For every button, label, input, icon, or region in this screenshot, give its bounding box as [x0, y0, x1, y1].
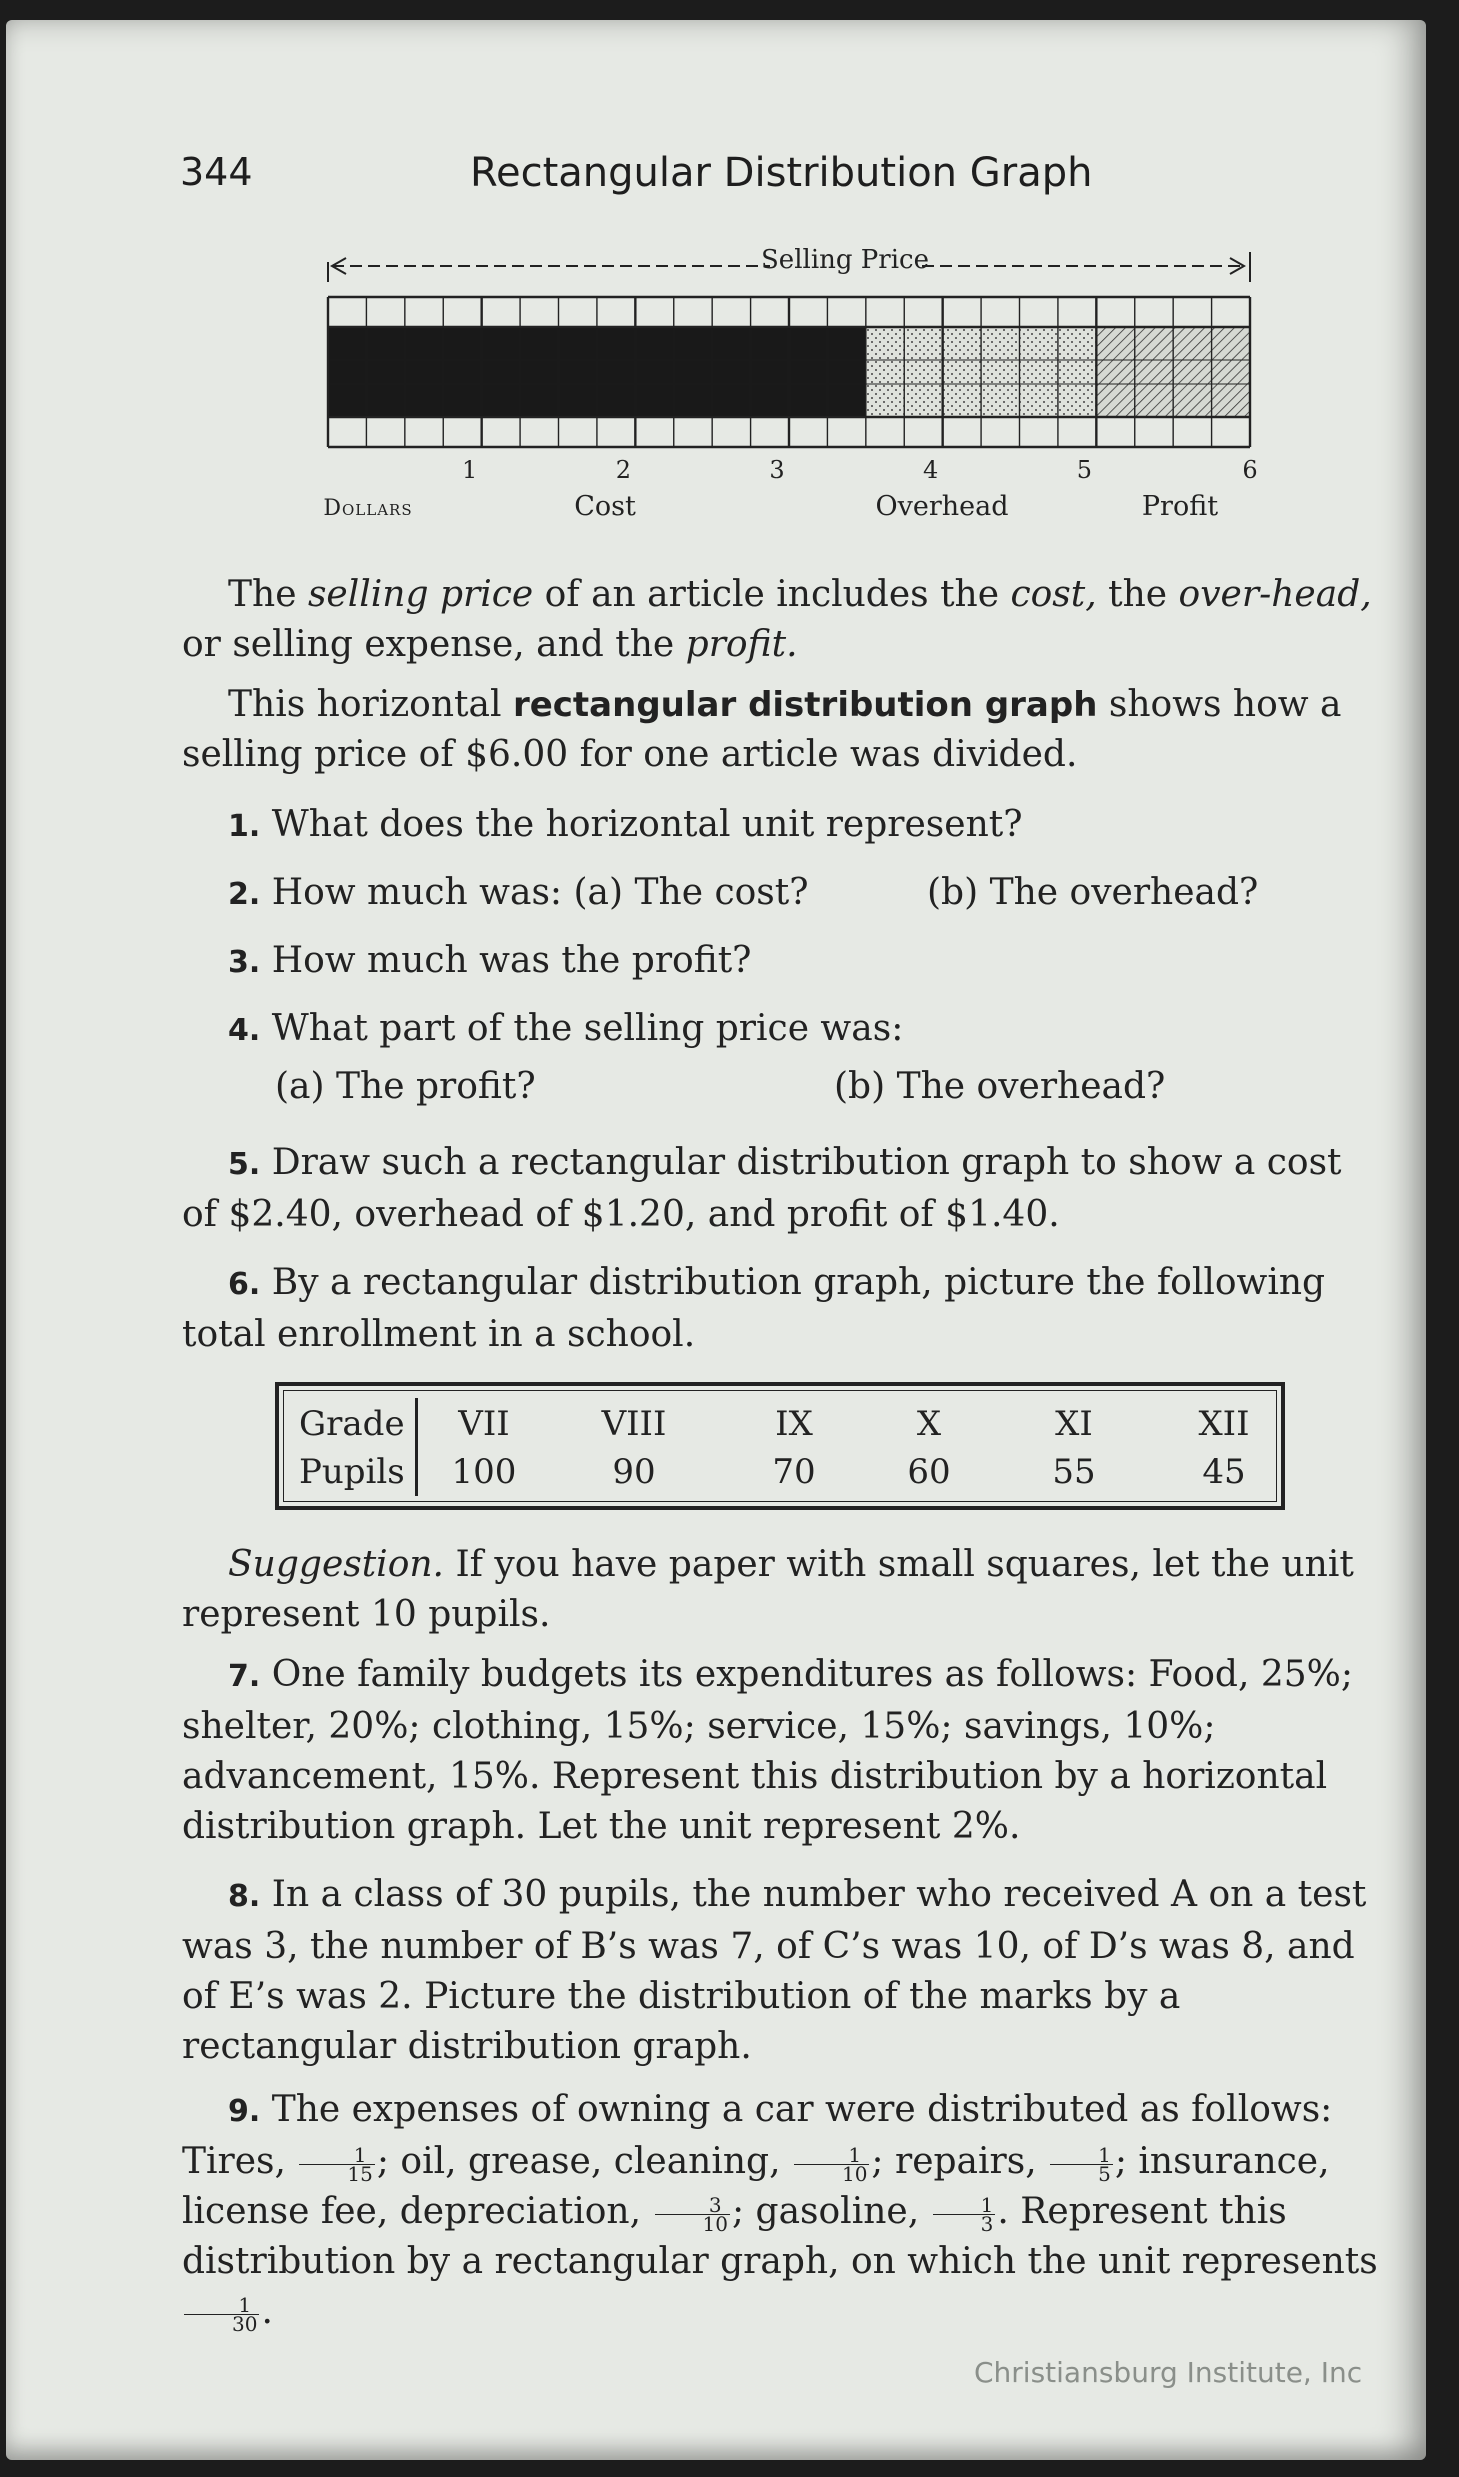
fraction: $\frac{1}{15}$ [299, 2146, 374, 2183]
fraction: $\frac{1}{10}$ [794, 2146, 869, 2183]
question-4: 4. What part of the selling price was: [228, 1008, 904, 1049]
selling-price-term: selling price [307, 574, 534, 615]
intro-paragraph-2: This horizontal rectangular distribution graph shows how a selling price of $6.00 for one article was divided. [182, 684, 1342, 775]
question-2: 2. How much was: (a) The cost? (b) The overhead? [228, 872, 1259, 913]
fraction: $\frac{3}{10}$ [655, 2196, 730, 2233]
pupils-cell: 55 [1052, 1452, 1096, 1492]
page-header [180, 150, 1130, 210]
tick-label: 5 [1076, 456, 1092, 484]
grade-cell: XII [1198, 1404, 1250, 1444]
cost-term: cost, [1010, 574, 1097, 615]
cost-segment-fill [329, 328, 865, 416]
enrollment-table [275, 1382, 1285, 1510]
tick-label: 4 [923, 456, 939, 484]
rectangular-distribution-graph-term: rectangular distribution graph [512, 685, 1098, 725]
fraction: $\frac{1}{30}$ [184, 2296, 259, 2333]
tick-label: 6 [1242, 456, 1258, 484]
question-5: 5. Draw such a rectangular distribution graph to show a cost of $2.40, overhead of $1.20, and profit of $1.40. [182, 1142, 1342, 1235]
grade-cell: IX [775, 1404, 813, 1444]
question-8: 8. In a class of 30 pupils, the number who received A on a test was 3, the number of B’s was 7, of C’s was 10, of D’s was 8, and of E’s was 2. Picture the distribution of the marks by a rectangular distribution graph. [182, 1874, 1367, 2067]
axis-label: Dollars [323, 496, 413, 521]
grade-cell: VIII [601, 1404, 667, 1444]
question-7: 7. One family budgets its expenditures as follows: Food, 25%; shelter, 20%; clothing, 15%; service, 15%; savings, 10%; advancement, 15%. Represent this distribution by a horizontal distribution graph. Let the unit represent 2%. [182, 1654, 1353, 1847]
overhead-term: over-head, [1178, 574, 1372, 615]
pupils-cell: 100 [451, 1452, 517, 1492]
pupils-cell: 45 [1202, 1452, 1246, 1492]
pupils-cell: 90 [612, 1452, 656, 1492]
watermark: Christiansburg Institute, Inc [974, 2356, 1363, 2389]
question-1: 1. What does the horizontal unit represent? [228, 804, 1023, 845]
suggestion-label: Suggestion. [228, 1544, 444, 1585]
profit-term: profit. [685, 624, 798, 665]
grade-cell: VII [458, 1404, 510, 1444]
suggestion: Suggestion. If you have paper with small squares, let the unit represent 10 pupils. [182, 1544, 1354, 1635]
table-row-pupils [279, 1452, 1281, 1502]
page-number: 344 [180, 150, 253, 194]
grade-cell: X [916, 1404, 942, 1444]
table-row-label: Pupils [299, 1452, 405, 1492]
graph-canvas [290, 232, 1280, 532]
grade-cell: XI [1055, 1404, 1093, 1444]
fraction: $\frac{1}{5}$ [1050, 2146, 1113, 2183]
cost-label: Cost [574, 491, 636, 522]
tick-label: 1 [462, 456, 478, 484]
question-6: 6. By a rectangular distribution graph, picture the following total enrollment in a school. [182, 1262, 1326, 1355]
pupils-cell: 60 [907, 1452, 951, 1492]
overhead-label: Overhead [875, 491, 1009, 522]
tick-label: 2 [615, 456, 631, 484]
table-row-grade [279, 1404, 1281, 1454]
intro-paragraph-1: The selling price of an article includes the cost, the over-head, or selling expense, and the profit. [182, 574, 1372, 665]
pupils-cell: 70 [772, 1452, 816, 1492]
fraction: $\frac{1}{3}$ [933, 2196, 996, 2233]
question-3: 3. How much was the profit? [228, 940, 752, 981]
table-row-label: Grade [299, 1404, 405, 1444]
rectangular-distribution-graph [290, 232, 1280, 532]
profit-label: Profit [1141, 491, 1219, 522]
selling-price-label: Selling Price [761, 245, 929, 275]
question-4-parts: (a) The profit? (b) The overhead? [275, 1066, 1166, 1107]
question-9: 9. The expenses of owning a car were distributed as follows: Tires, $\frac{1}{15}$ ; oil, grease, cleaning, $\frac{1}{10}$ ; repairs, $\frac{1}{5}$ ; insurance, license fee, depreciation, $\frac{3}{10}$ ; gasoline, $\frac{1}{3}$ . Represent this distribution by a rectangular graph, on which the unit represents $\frac{1}{30}$ . [182, 2089, 1378, 2336]
page-title: Rectangular Distribution Graph [470, 150, 1093, 196]
tick-label: 3 [769, 456, 785, 484]
